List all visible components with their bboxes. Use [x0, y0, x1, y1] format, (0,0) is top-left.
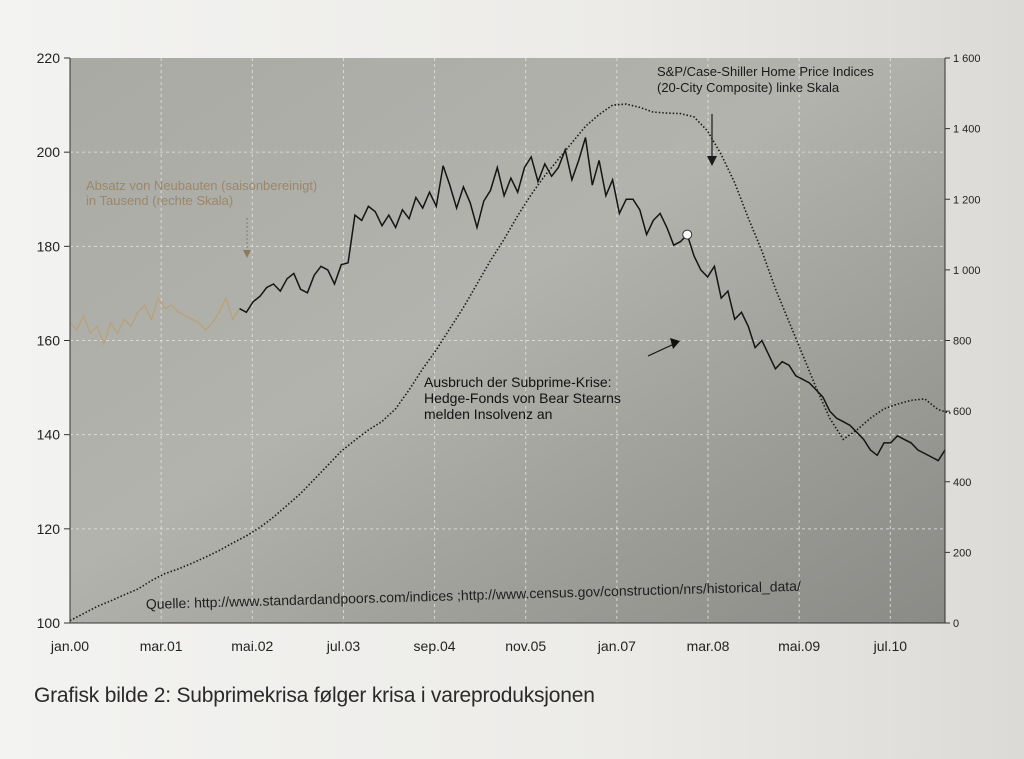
price-index-label-line2: (20-City Composite) linke Skala — [657, 80, 840, 95]
x-tick-label: mai.09 — [778, 638, 821, 654]
right-tick-label: 200 — [953, 547, 972, 560]
crisis-label-line1: Ausbruch der Subprime-Krise: — [424, 374, 612, 390]
left-tick-label: 120 — [36, 520, 60, 537]
source-note: Quelle: http://www.standardandpoors.com/indices ;http://www.census.gov/construction/nrs/historical_data/ — [145, 577, 802, 612]
left-tick-label: 160 — [36, 332, 60, 349]
x-tick-label: nov.05 — [505, 638, 547, 654]
right-tick-label: 1 400 — [953, 123, 981, 136]
left-tick-label: 100 — [36, 615, 60, 631]
right-tick-label: 0 — [953, 618, 960, 630]
left-tick-label: 200 — [36, 144, 60, 161]
x-tick-label: mai.02 — [231, 638, 274, 654]
crisis-label-line2: Hedge-Fonds von Bear Stearns — [424, 390, 621, 406]
sales-label-line1: Absatz von Neubauten (saisonbereinigt) — [86, 178, 318, 193]
left-tick-label: 180 — [36, 238, 60, 255]
right-tick-label: 1 200 — [953, 194, 981, 207]
sales-label-line2: in Tausend (rechte Skala) — [86, 193, 234, 208]
right-tick-label: 1 000 — [953, 264, 981, 277]
crisis-label-line3: melden Insolvenz an — [424, 406, 553, 422]
right-tick-label: 400 — [953, 476, 972, 489]
left-tick-label: 140 — [36, 426, 60, 443]
right-tick-label: 600 — [953, 406, 972, 419]
figure-caption: Grafisk bilde 2: Subprimekrisa følger krisa i vareproduksjonen — [34, 684, 595, 707]
x-tick-label: sep.04 — [413, 638, 456, 654]
x-tick-label: jul.03 — [326, 638, 361, 654]
x-tick-label: jul.10 — [873, 638, 908, 654]
x-tick-label: jan.07 — [597, 638, 636, 654]
left-tick-label: 220 — [36, 50, 60, 66]
event-marker — [683, 230, 692, 239]
right-tick-label: 800 — [953, 335, 972, 348]
plot-area — [70, 58, 945, 623]
price-index-label-line1: S&P/Case-Shiller Home Price Indices — [657, 64, 874, 79]
x-tick-label: mar.01 — [139, 638, 183, 654]
right-tick-label: 1 600 — [953, 53, 981, 65]
x-tick-label: mar.08 — [686, 638, 730, 654]
x-tick-label: jan.00 — [50, 638, 90, 654]
